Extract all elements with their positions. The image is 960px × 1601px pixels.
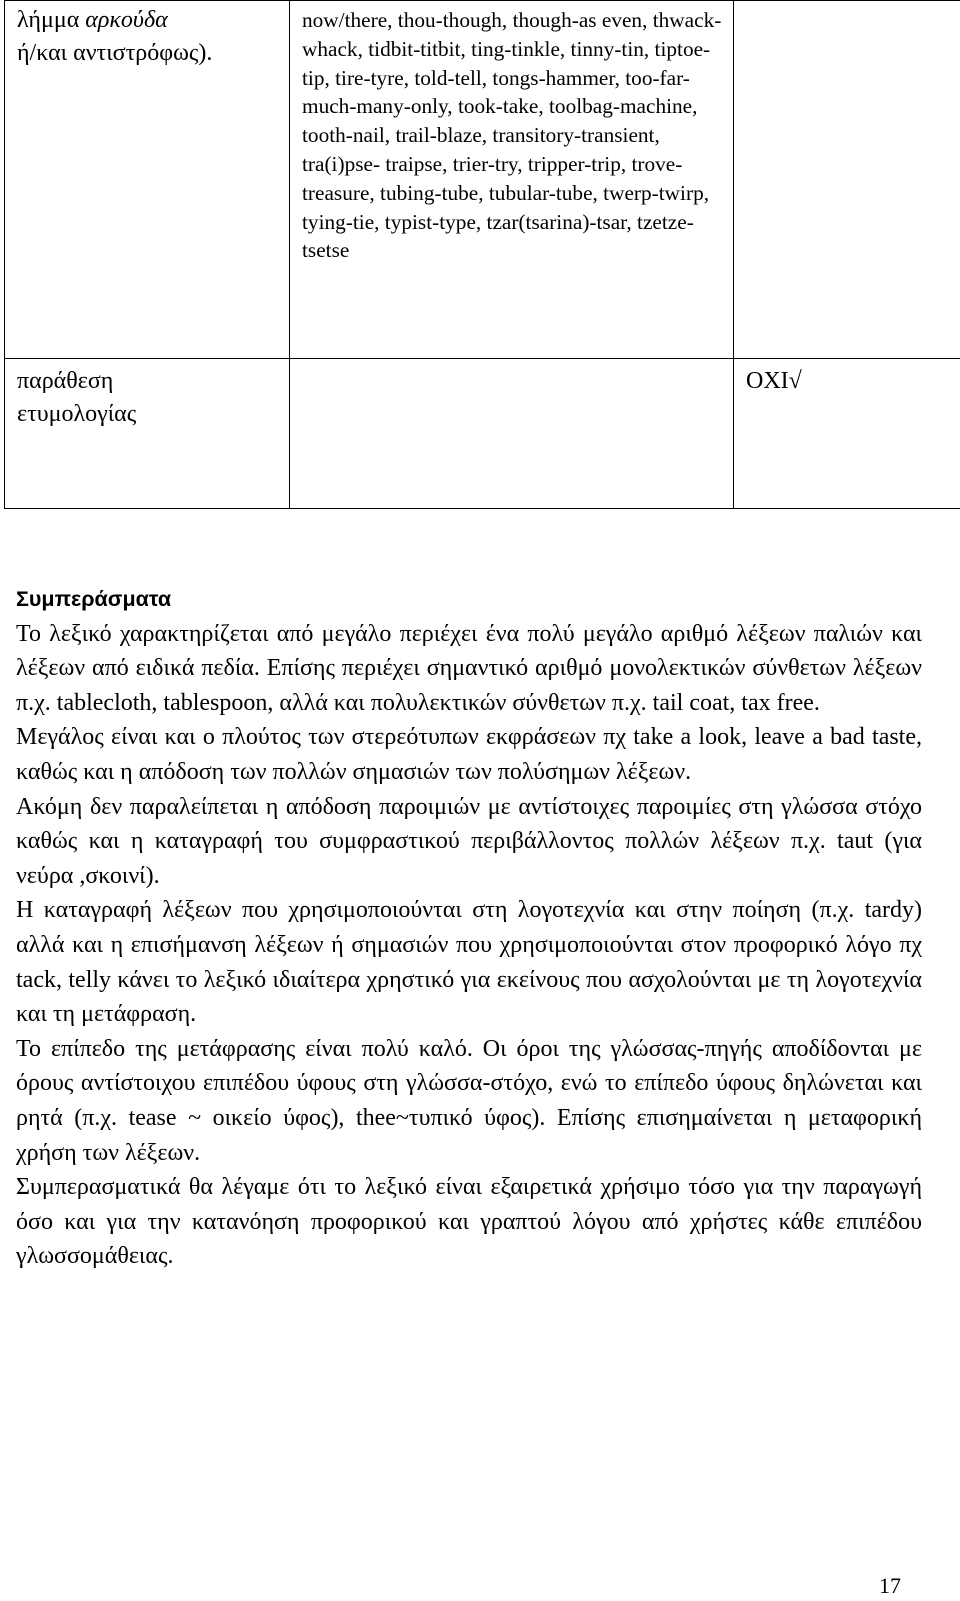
examples-cell bbox=[290, 359, 734, 509]
value-cell bbox=[734, 359, 960, 509]
criterion-label: παράθεση ετυμολογίας bbox=[17, 368, 137, 427]
conclusions-paragraph: Η καταγραφή λέξεων που χρησιμοποιούνται στη λογοτεχνία και στην ποίηση (π.χ. tardy) αλλά και η επισήμανση λέξεων ή σημασιών που χρησιμοποιούνται στον προφορικό λόγο πχ tack, telly κάνει το λεξικό ιδιαίτερα χρηστικό για εκείνους που ασχολούνται με τη λογοτεχνία και τη μετάφραση. bbox=[16, 897, 922, 1028]
conclusions-paragraph: Συμπερασματικά θα λέγαμε ότι το λεξικό είναι εξαιρετικά χρήσιμο τόσο για την παραγωγή όσο και για την κατανόηση προφορικού και γραπτού λόγου από χρήστες κάθε επιπέδου γλωσσομάθειας. bbox=[16, 1174, 922, 1270]
value-cell bbox=[734, 1, 960, 359]
table-row bbox=[5, 359, 960, 509]
conclusions-paragraph: Το επίπεδο της μετάφρασης είναι πολύ καλό. Οι όροι της γλώσσας-πηγής αποδίδονται με όρους αντίστοιχου επιπέδου ύφους στη γλώσσα-στόχο, ενώ το επίπεδο ύφους δηλώνεται και ρητά (π.χ. tease ~ οικείο ύφος), thee~τυπικό ύφος). Επίσης επισημαίνεται η μεταφορική χρήση των λέξεων. bbox=[16, 1035, 922, 1166]
criterion-label: λήμμα bbox=[17, 7, 86, 33]
page-number: 17 bbox=[879, 1573, 901, 1598]
conclusions-paragraph: Το λεξικό χαρακτηρίζεται από μεγάλο περιέχει ένα πολύ μεγάλο αριθμό λέξεων παλιών και λέξεων από ειδικά πεδία. Επίσης περιέχει σημαντικό αριθμό μονολεκτικών σύνθετων λέξεων π.χ. tablecloth, tablespoon, αλλά και πολυλεκτικών σύνθετων π.χ. tail coat, tax free. bbox=[16, 620, 922, 716]
criterion-cell bbox=[5, 1, 290, 359]
examples-cell bbox=[290, 1, 734, 359]
conclusions-paragraph: Ακόμη δεν παραλείπεται η απόδοση παροιμιών με αντίστοιχες παροιμίες στη γλώσσα στόχο καθώς και η καταγραφή του συμφραστικού περιβάλλοντος πολλών λέξεων π.χ. taut (για νεύρα ,σκοινί). bbox=[16, 793, 922, 889]
conclusions-heading: Συμπεράσματα bbox=[16, 587, 172, 611]
criterion-label-line2: ή/και αντιστρόφως). bbox=[17, 40, 213, 66]
criterion-cell bbox=[5, 359, 290, 509]
criterion-label-italic: αρκούδα bbox=[85, 7, 168, 33]
value-text: ΟΧΙ√ bbox=[746, 368, 802, 394]
examples-text bbox=[290, 359, 733, 364]
conclusions-paragraph: Μεγάλος είναι και ο πλούτος των στερεότυπων εκφράσεων πχ take a look, leave a bad taste, καθώς και η απόδοση των πολλών σημασιών των πολύσημων λέξεων. bbox=[16, 724, 922, 785]
value-text bbox=[734, 1, 960, 7]
evaluation-table bbox=[4, 0, 960, 509]
examples-text: now/there, thou-though, though-as even, thwack-whack, tidbit-titbit, ting-tinkle, tinny-tin, tiptoe-tip, tire-tyre, told-tell, tongs-hammer, too-far-much-many-only, took-take, toolbag-machine, tooth-nail, trail-blaze, transitory-transient, tra(i)pse- traipse, trier-try, tripper-trip, trove-treasure, tubing-tube, tubular-tube, twerp-twirp, tying-tie, typist-type, tzar(tsarina)-tsar, tzetze-tsetse bbox=[302, 8, 722, 263]
table-row bbox=[5, 1, 960, 359]
conclusions-section bbox=[16, 582, 922, 1274]
